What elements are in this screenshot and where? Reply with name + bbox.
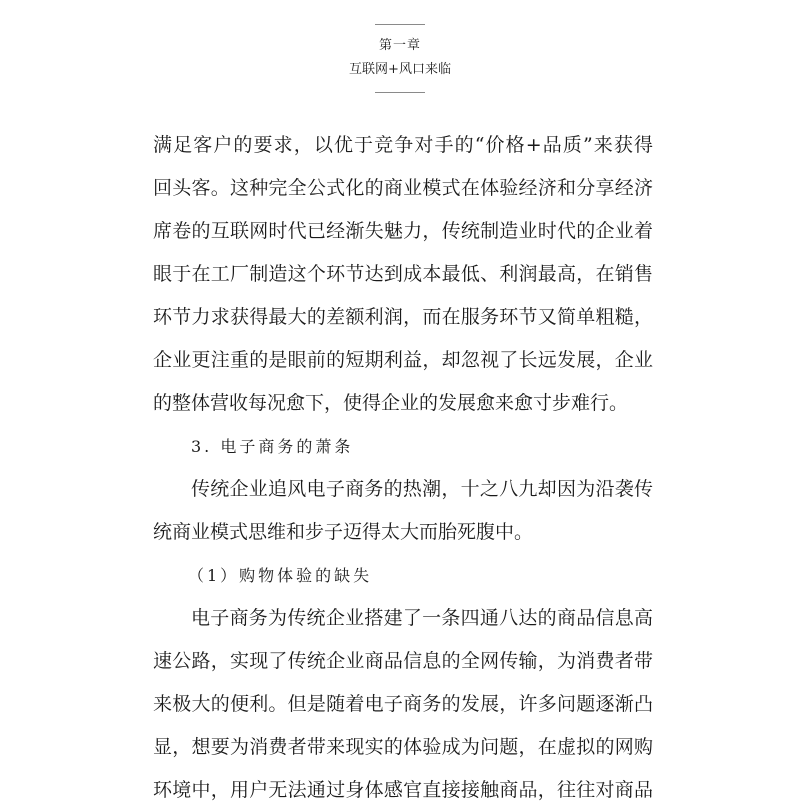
text-line: 来极大的便利。但是随着电子商务的发展，许多问题逐渐凸 — [153, 693, 653, 715]
text-line: 速公路，实现了传统企业商品信息的全网传输，为消费者带 — [153, 650, 653, 672]
text-line: 传统企业追风电子商务的热潮，十之八九却因为沿袭传 — [191, 478, 653, 500]
paragraph-1 — [153, 124, 653, 425]
text-line: 环境中，用户无法通过身体感官直接接触商品，往往对商品 — [153, 779, 653, 801]
chapter-label: 第一章 — [378, 38, 421, 53]
text-line: 席卷的互联网时代已经渐失魅力，传统制造业时代的企业着 — [153, 220, 653, 242]
text-line: 满足客户的要求，以优于竞争对手的“价格+品质”来获得 — [153, 134, 653, 156]
paragraph-3 — [153, 597, 653, 812]
chapter-header — [0, 24, 800, 93]
section-heading-3: 3. 电子商务的萧条 — [191, 437, 354, 456]
paragraph-2 — [153, 468, 653, 554]
text-line: 的整体营收每况愈下，使得企业的发展愈来愈寸步难行。 — [153, 392, 629, 414]
subsection-heading-1: （1）购物体验的缺失 — [188, 566, 373, 585]
text-line: 环节力求获得最大的差额利润，而在服务环节又简单粗糙， — [153, 306, 653, 328]
header-bottom-rule — [375, 92, 425, 93]
text-line: 电子商务为传统企业搭建了一条四通八达的商品信息高 — [191, 607, 653, 629]
text-line: 显，想要为消费者带来现实的体验成为问题，在虚拟的网购 — [153, 736, 653, 758]
body-text — [153, 124, 653, 812]
text-line: 企业更注重的是眼前的短期利益，却忽视了长远发展，企业 — [153, 349, 653, 371]
text-line: 眼于在工厂制造这个环节达到成本最低、利润最高，在销售 — [153, 263, 653, 285]
header-top-rule — [375, 24, 425, 25]
chapter-title: 互联网+风口来临 — [349, 62, 451, 77]
text-line: 回头客。这种完全公式化的商业模式在体验经济和分享经济 — [153, 177, 653, 199]
text-line: 统商业模式思维和步子迈得太大而胎死腹中。 — [153, 521, 534, 543]
